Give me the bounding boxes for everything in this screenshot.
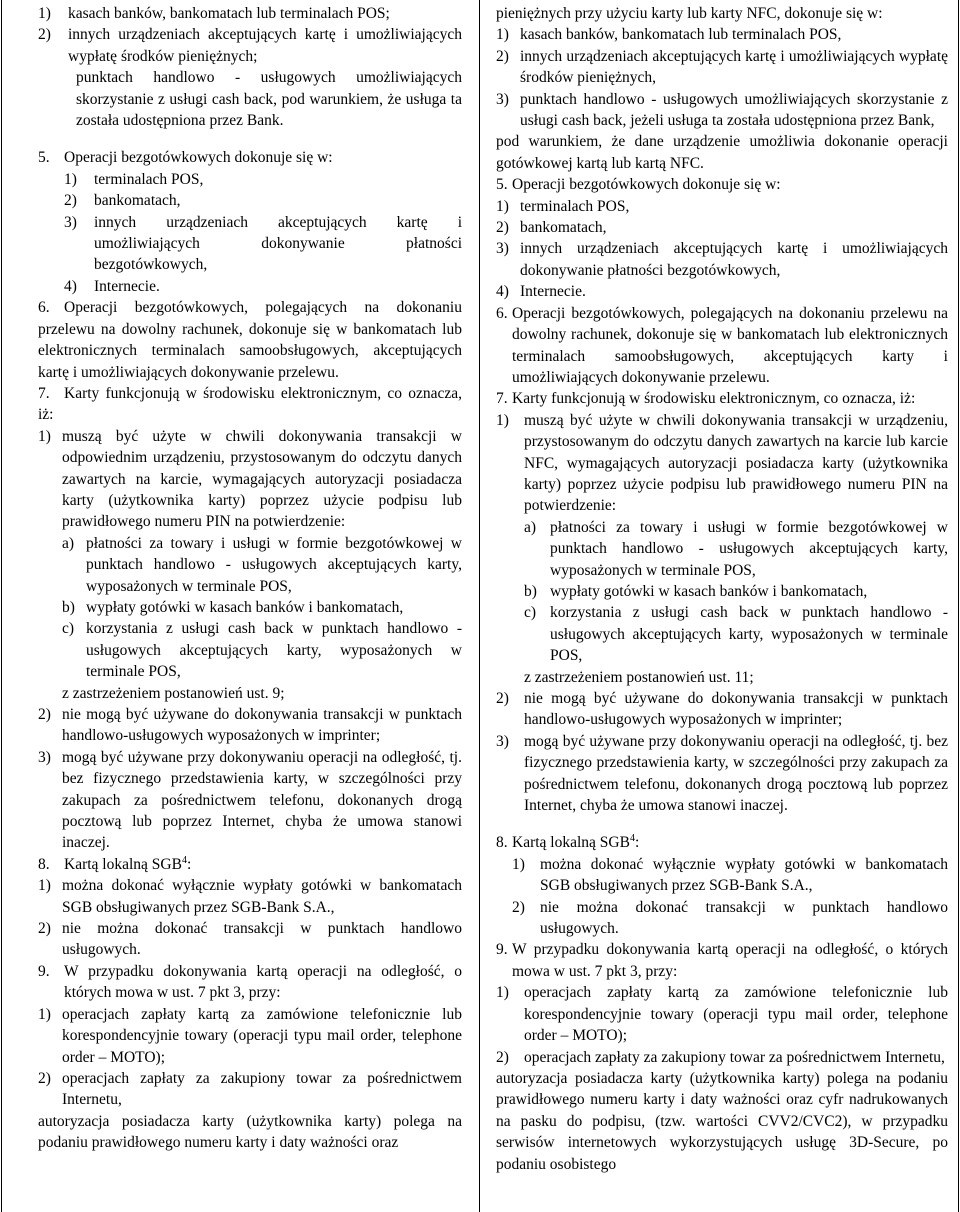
paragraph-text: nie mogą być używane do dokonywania transakcji w punktach handlowo-usługowych wyposażonych w imprinter; <box>62 706 462 745</box>
document-paragraph <box>496 1047 948 1068</box>
document-paragraph <box>496 688 948 731</box>
document-paragraph <box>496 303 948 389</box>
document-paragraph <box>38 618 462 682</box>
paragraph-text: wypłaty gotówki w kasach banków i bankomatach, <box>86 598 404 616</box>
list-marker: b) <box>62 598 75 616</box>
paragraph-text: W przypadku dokonywania kartą operacji na odległość, o których mowa w ust. 7 pkt 3, przy: <box>64 962 462 1002</box>
paragraph-text: mogą być używane przy dokonywaniu operacji na odległość, tj. bez fizycznego przedstawienia karty, w szczególności przy zakupach za pośrednictwem telefonu, dokonanych drogą pocztową lub poprzez Internet, chyba że umowa stanowi inaczej. <box>62 748 462 852</box>
footnote-marker: 4 <box>629 833 635 845</box>
list-marker: 9. <box>38 962 50 980</box>
document-paragraph <box>38 961 462 1004</box>
paragraph-gap <box>496 816 948 832</box>
document-paragraph <box>38 854 462 875</box>
paragraph-text: wypłaty gotówki w kasach banków i bankomatach, <box>550 582 868 600</box>
paragraph-text: Operacji bezgotówkowych, polegających na dokonaniu przelewu na dowolny rachunek, dokonuje się w bankomatach lub elektronicznych terminalach samoobsługowych, akceptujących karty i umożliwiających dokonywanie przelewu. <box>512 304 948 386</box>
left-column <box>38 3 462 1154</box>
paragraph-text: Operacji bezgotówkowych, polegających na dokonaniu przelewu na dowolny rachunek, dokonuje się w bankomatach lub elektronicznych terminalach samoobsługowych, akceptujących kartę i umożliwiających dokonywanie przelewu. <box>38 299 462 381</box>
list-marker: 6. <box>38 299 50 317</box>
document-paragraph <box>38 1111 462 1154</box>
paragraph-gap <box>38 131 462 147</box>
list-marker: 2) <box>496 47 509 65</box>
list-marker: 3) <box>496 240 509 258</box>
list-marker: 2) <box>496 690 509 707</box>
document-paragraph <box>38 147 462 168</box>
paragraph-text: operacjach zapłaty za zakupiony towar za pośrednictwem Internetu, <box>524 1048 945 1066</box>
document-paragraph <box>38 683 462 704</box>
document-paragraph <box>38 747 462 854</box>
document-paragraph <box>496 410 948 517</box>
paragraph-text: nie mogą być używane do dokonywania transakcji w punktach handlowo-usługowych wyposażonych w imprinter; <box>524 690 948 729</box>
right-column <box>496 3 948 1175</box>
paragraph-text: autoryzacja posiadacza karty (użytkownika karty) polega na podaniu prawidłowego numeru karty i daty ważności oraz cyfr nadrukowanych na pasku do podpisu, (tzw. wartości CVV2/CVC2), w przypadku serwisów internetowych wykorzystujących usługę 3D-Secure, po podaniu osobistego <box>496 1069 948 1173</box>
document-paragraph <box>496 196 948 217</box>
document-paragraph <box>38 169 462 190</box>
document-paragraph <box>38 276 462 297</box>
paragraph-text: innych urządzeniach akceptujących kartę i umożliwiających wypłatę środków pieniężnych, <box>520 47 948 87</box>
paragraph-text: płatności za towary i usługi w formie bezgotówkowej w punktach handlowo - usługowych akceptujących karty, wyposażonych w terminale POS, <box>86 534 462 595</box>
paragraph-text: kasach banków, bankomatach lub terminalach POS, <box>520 26 842 44</box>
paragraph-text: płatności za towary i usługi w formie bezgotówkowej w punktach handlowo - usługowych akceptujących karty, wyposażonych w terminale POS, <box>550 518 948 579</box>
list-marker: 1) <box>38 877 51 895</box>
document-paragraph <box>38 704 462 747</box>
paragraph-text: kasach banków, bankomatach lub terminalach POS; <box>68 5 390 22</box>
list-marker: 3) <box>496 732 509 750</box>
list-marker: 2) <box>38 920 51 938</box>
list-marker: 2) <box>38 706 51 723</box>
list-marker: 2) <box>64 192 77 210</box>
document-paragraph <box>496 731 948 817</box>
footnote-marker: 4 <box>181 854 187 866</box>
paragraph-text-tail: : <box>186 855 192 873</box>
list-marker: 7. <box>38 384 50 402</box>
document-paragraph <box>496 388 948 409</box>
list-marker: 2) <box>38 1069 51 1087</box>
document-paragraph <box>496 832 948 853</box>
paragraph-text: innych urządzeniach akceptujących kartę i umożliwiających wypłatę środków pieniężnych; <box>68 26 462 65</box>
document-paragraph <box>496 602 948 666</box>
list-marker: 1) <box>496 411 509 429</box>
paragraph-text: z zastrzeżeniem postanowień ust. 11; <box>524 668 754 686</box>
document-paragraph <box>496 3 948 24</box>
document-paragraph <box>496 581 948 602</box>
paragraph-text: korzystania z usługi cash back w punktach handlowo - usługowych akceptujących karty, wyposażonych w terminale POS, <box>86 620 462 681</box>
list-marker: 1) <box>496 197 509 215</box>
list-marker: 1) <box>496 26 509 44</box>
paragraph-text: mogą być używane przy dokonywaniu operacji na odległość, tj. bez fizycznego przedstawienia karty, w szczególności przy zakupach za pośrednictwem telefonu, dokonanych drogą pocztową lub poprzez Internet, chyba że umowa stanowi inaczej. <box>524 732 948 815</box>
document-paragraph <box>496 24 948 45</box>
paragraph-text: Operacji bezgotówkowych dokonuje się w: <box>64 149 333 167</box>
list-marker: c) <box>524 604 537 622</box>
list-marker: 1) <box>38 5 51 22</box>
document-paragraph <box>496 131 948 174</box>
list-marker: 1) <box>38 1005 51 1023</box>
list-marker: 5. <box>496 176 508 194</box>
list-marker: 1) <box>512 855 525 873</box>
list-marker: 8. <box>496 834 508 852</box>
document-paragraph <box>38 212 462 276</box>
list-marker: 7. <box>496 390 508 408</box>
document-paragraph <box>496 667 948 688</box>
paragraph-text: operacjach zapłaty kartą za zamówione telefonicznie lub korespondencyjnie towary (operacji typu mail order, telephone order – MOTO); <box>524 984 948 1045</box>
list-marker: c) <box>62 620 75 638</box>
paragraph-text: można dokonać wyłącznie wypłaty gotówki w bankomatach SGB obsługiwanych przez SGB-Bank S.A., <box>540 855 948 895</box>
list-marker: b) <box>524 582 537 600</box>
list-marker: 4) <box>64 277 77 295</box>
document-paragraph <box>496 939 948 982</box>
list-marker: a) <box>62 534 75 552</box>
paragraph-text: terminalach POS, <box>94 170 204 188</box>
paragraph-text: W przypadku dokonywania kartą operacji na odległość, o których mowa w ust. 7 pkt 3, przy: <box>512 941 948 980</box>
list-marker: 1) <box>64 170 77 188</box>
paragraph-text: muszą być użyte w chwili dokonywania transakcji w odpowiednim urządzeniu, przystosowanym do odczytu danych zawartych na karcie, wymagających autoryzacji posiadacza karty (użytkownika karty) poprzez użycie podpisu lub prawidłowego numeru PIN na potwierdzenie: <box>62 427 462 531</box>
list-marker: 2) <box>496 1048 509 1066</box>
paragraph-text: można dokonać wyłącznie wypłaty gotówki w bankomatach SGB obsługiwanych przez SGB-Bank S.A., <box>62 877 462 916</box>
paragraph-text: muszą być użyte w chwili dokonywania transakcji w urządzeniu, przystosowanym do odczytu danych zawartych na karcie lub karcie NFC, wymagających autoryzacji posiadacza karty (użytkownika karty) poprzez użycie podpisu lub prawidłowego numeru PIN na potwierdzenie: <box>524 411 948 515</box>
document-paragraph <box>496 1068 948 1175</box>
paragraph-text: Karty funkcjonują w środowisku elektronicznym, co oznacza, iż: <box>38 384 462 424</box>
document-paragraph <box>38 190 462 211</box>
list-marker: 3) <box>64 213 77 231</box>
document-paragraph <box>496 897 948 940</box>
paragraph-text: bankomatach, <box>94 192 181 210</box>
paragraph-text: autoryzacja posiadacza karty (użytkownika karty) polega na podaniu prawidłowego numeru karty i daty ważności oraz <box>38 1112 462 1152</box>
document-paragraph <box>496 281 948 302</box>
document-paragraph <box>496 174 948 195</box>
list-marker: 3) <box>38 748 51 766</box>
document-paragraph <box>38 3 462 24</box>
document-paragraph <box>496 517 948 581</box>
document-paragraph <box>38 383 462 426</box>
document-paragraph <box>38 533 462 597</box>
document-paragraph <box>496 89 948 132</box>
paragraph-text: terminalach POS, <box>520 197 630 215</box>
paragraph-text-tail: : <box>634 834 640 852</box>
document-paragraph <box>496 217 948 238</box>
document-paragraph <box>38 1068 462 1111</box>
document-paragraph <box>38 918 462 961</box>
document-paragraph <box>38 426 462 533</box>
document-paragraph <box>38 24 462 67</box>
paragraph-text: pieniężnych przy użyciu karty lub karty NFC, dokonuje się w: <box>496 5 883 22</box>
paragraph-text: nie można dokonać transakcji w punktach handlowo usługowych. <box>62 920 462 959</box>
paragraph-text: Karty funkcjonują w środowisku elektronicznym, co oznacza, iż: <box>512 390 916 408</box>
document-paragraph <box>38 1004 462 1068</box>
paragraph-text: bankomatach, <box>520 219 607 237</box>
document-paragraph <box>38 67 462 131</box>
list-marker: 1) <box>38 427 51 445</box>
list-marker: 8. <box>38 855 50 873</box>
document-paragraph <box>38 297 462 383</box>
paragraph-text: pod warunkiem, że dane urządzenie umożliwia dokonanie operacji gotówkowej kartą lub kartą NFC. <box>496 133 948 172</box>
list-marker: 4) <box>496 283 509 301</box>
list-marker: 9. <box>496 941 508 959</box>
list-marker: 1) <box>496 984 509 1002</box>
paragraph-text: innych urządzeniach akceptujących kartę i umożliwiających dokonywanie płatności bezgotówkowych, <box>520 240 948 279</box>
list-marker: 3) <box>496 90 509 108</box>
paragraph-text: Operacji bezgotówkowych dokonuje się w: <box>512 176 781 194</box>
paragraph-text: innych urządzeniach akceptujących kartę i umożliwiających dokonywanie płatności bezgotówkowych, <box>94 213 462 274</box>
paragraph-text: nie można dokonać transakcji w punktach handlowo usługowych. <box>540 898 948 938</box>
paragraph-text: Internecie. <box>520 283 586 301</box>
paragraph-text: korzystania z usługi cash back w punktach handlowo - usługowych akceptujących karty, wyposażonych w terminale POS, <box>550 604 948 665</box>
document-paragraph <box>38 875 462 918</box>
paragraph-text: Kartą lokalną SGB <box>512 834 630 852</box>
paragraph-text: Kartą lokalną SGB <box>64 855 182 873</box>
paragraph-text: z zastrzeżeniem postanowień ust. 9; <box>62 684 285 702</box>
list-marker: 6. <box>496 304 508 322</box>
paragraph-text: punktach handlowo - usługowych umożliwiających skorzystanie z usługi cash back, jeżeli usługa ta została udostępniona przez Bank, <box>520 90 948 130</box>
document-paragraph <box>496 854 948 897</box>
paragraph-text: operacjach zapłaty kartą za zamówione telefonicznie lub korespondencyjnie towary (operacji typu mail order, telephone order – MOTO); <box>62 1005 462 1066</box>
document-paragraph <box>496 238 948 281</box>
paragraph-text: operacjach zapłaty za zakupiony towar za pośrednictwem Internetu, <box>62 1069 462 1109</box>
document-paragraph <box>38 597 462 618</box>
list-marker: 5. <box>38 149 50 167</box>
list-marker: 2) <box>512 898 525 916</box>
list-marker: a) <box>524 518 537 536</box>
document-paragraph <box>496 46 948 89</box>
paragraph-text: punktach handlowo - usługowych umożliwiających skorzystanie z usługi cash back, pod warunkiem, że usługa ta została udostępniona przez Bank. <box>76 69 462 130</box>
list-marker: 2) <box>496 219 509 237</box>
document-paragraph <box>496 982 948 1046</box>
list-marker: 2) <box>38 26 51 44</box>
paragraph-text: Internecie. <box>94 277 160 295</box>
